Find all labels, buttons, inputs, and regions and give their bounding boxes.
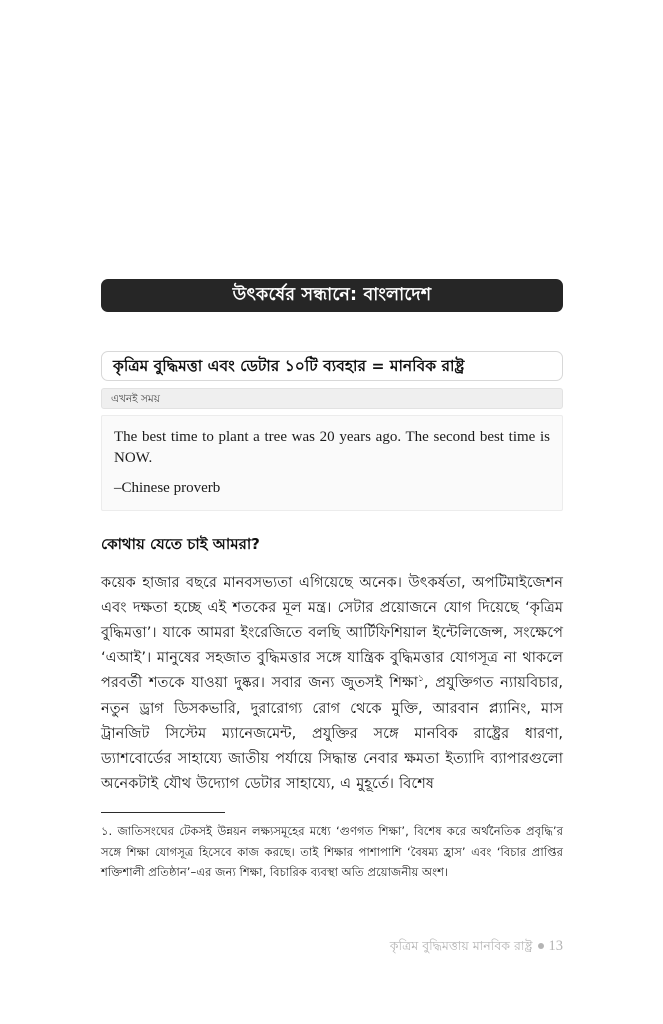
body-paragraph bbox=[101, 570, 563, 796]
page-number: 13 bbox=[548, 938, 563, 954]
pull-quote-attribution: –Chinese proverb bbox=[114, 479, 221, 496]
article-title: কৃত্রিম বুদ্ধিমত্তা এবং ডেটার ১০টি ব্যবহার = মানবিক রাষ্ট্র bbox=[101, 351, 563, 381]
section-heading: কোথায় যেতে চাই আমরা? bbox=[101, 535, 260, 554]
page-content bbox=[101, 279, 563, 796]
running-footer bbox=[101, 938, 563, 958]
bullet-dot-icon bbox=[538, 943, 544, 949]
article-kicker: এখনই সময় bbox=[101, 388, 563, 409]
footnote-separator-rule bbox=[101, 812, 225, 813]
footnote-block bbox=[101, 812, 563, 883]
footnote-text: ১. জাতিসংঘের টেকসই উন্নয়ন লক্ষ্যসমূহের মধ্যে ‘গুণগত শিক্ষা’, বিশেষ করে অর্থনৈতিক প্রবৃদ্ধি’র সঙ্গে শিক্ষা যোগসূত্র হিসেবে কাজ করছে। তাই শিক্ষার পাশাপাশি ‘বৈষম্য হ্রাস’ এবং ‘বিচার প্রাপ্তির শক্তিশালী প্রতিষ্ঠান’–এর জন্য শিক্ষা, বিচারিক ব্যবস্থা অতি প্রয়োজনীয় অংশ। bbox=[101, 824, 563, 880]
body-paragraph-part-1: কয়েক হাজার বছরে মানবসভ্যতা এগিয়েছে অনেক। উৎকর্ষতা, অপটিমাইজেশন এবং দক্ষতা হচ্ছে এই শতকের মূল মন্ত্র। সেটার প্রয়োজনে যোগ দিয়েছে ‘কৃত্রিম বুদ্ধিমত্তা’। যাকে আমরা ইংরেজিতে বলছি আর্টিফিশিয়াল ইন্টেলিজেন্স, সংক্ষেপে ‘এআই’। মানুষের সহজাত বুদ্ধিমত্তার সঙ্গে যান্ত্রিক বুদ্ধিমত্তার যোগসূত্র না থাকলে পরবর্তী শতকে যাওয়া দুষ্কর। সবার জন্য জুতসই শিক্ষা bbox=[101, 574, 563, 692]
running-footer-title: কৃত্রিম বুদ্ধিমত্তায় মানবিক রাষ্ট্র bbox=[389, 938, 533, 953]
pull-quote-box bbox=[101, 415, 563, 511]
body-paragraph-part-2: , প্রযুক্তিগত ন্যায়বিচার, নতুন ড্রাগ ডিসকভারি, দুরারোগ্য রোগ থেকে মুক্তি, আরবান প্ল্যানিং, মাস ট্রানজিট সিস্টেম ম্যানেজমেন্ট, প্রযুক্তির সঙ্গে মানবিক রাষ্ট্রের ধারণা, ড্যাশবোর্ডের সাহায্যে জাতীয় পর্যায়ে সিদ্ধান্ত নেবার ক্ষমতা ইত্যাদি ব্যাপারগুলো অনেকটাই যৌথ উদ্যোগ ডেটার সাহায্যে, এ মুহূর্তে। বিশেষ bbox=[101, 674, 563, 792]
footnote-reference-marker[interactable]: ১ bbox=[418, 674, 424, 685]
chapter-banner: উৎকর্ষের সন্ধানে: বাংলাদেশ bbox=[101, 279, 563, 312]
pull-quote-text: The best time to plant a tree was 20 years ago. The second best time is NOW. bbox=[114, 429, 550, 467]
